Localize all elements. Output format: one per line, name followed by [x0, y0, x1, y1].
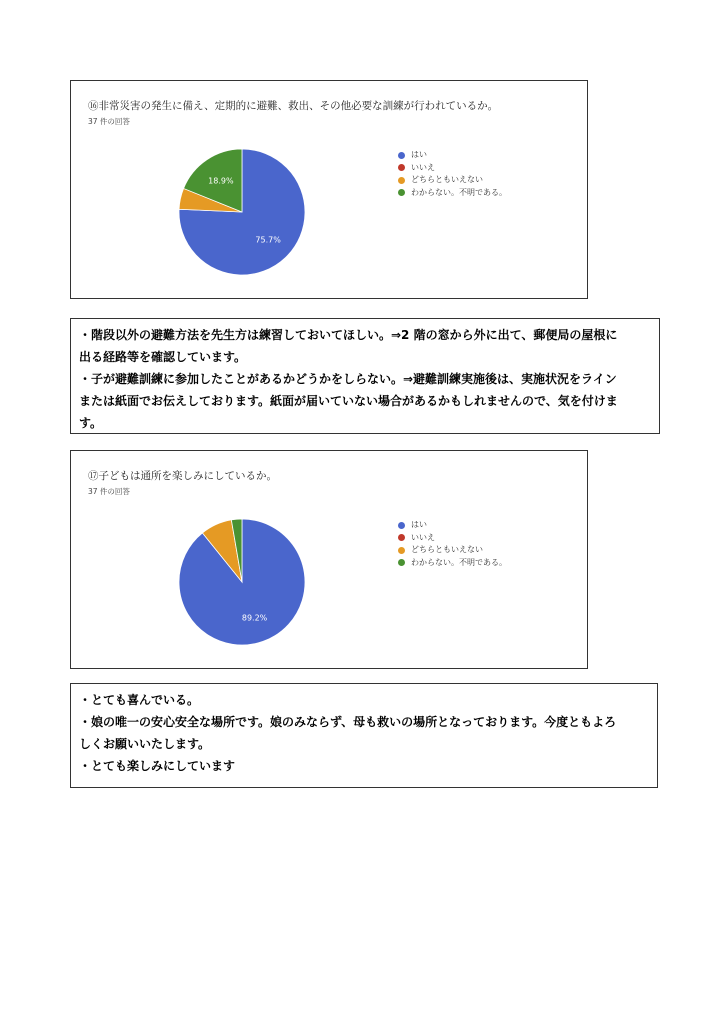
- legend-label: はい: [411, 520, 427, 529]
- comments-box-q17: [70, 683, 658, 788]
- response-count-q17: 37 件の回答: [88, 487, 130, 496]
- legend-dot-yes: [398, 522, 405, 529]
- legend-label: どちらともいえない: [411, 545, 483, 554]
- legend-item-yes: [398, 519, 507, 532]
- pie-chart-q17: [71, 451, 589, 670]
- legend-item-unknown: [398, 187, 507, 200]
- comment-line: ・子が避難訓練に参加したことがあるかどうかをしらない。⇒避難訓練実施後は、実施状況をライン: [79, 372, 617, 386]
- legend-dot-neutral: [398, 547, 405, 554]
- chart-card-q16: [70, 80, 588, 299]
- legend-item-unknown: [398, 557, 507, 570]
- chart-title-q17: ⑰子どもは通所を楽しみにしているか。: [88, 470, 277, 482]
- legend-item-neutral: [398, 544, 507, 557]
- response-count-q16: 37 件の回答: [88, 117, 130, 126]
- slice-data-label: 75.7%: [255, 235, 281, 245]
- legend-item-neutral: [398, 174, 507, 187]
- comment-line: ・とても喜んでいる。: [79, 693, 200, 707]
- legend-label: いいえ: [411, 162, 435, 172]
- legend-label: わからない。不明である。: [411, 187, 507, 197]
- comments-box-q16: [70, 318, 660, 434]
- comment-line: 出る経路等を確認しています。: [79, 350, 247, 364]
- legend-item-no: [398, 162, 507, 175]
- legend-dot-unknown: [398, 189, 405, 196]
- chart-card-q17: [70, 450, 588, 669]
- comment-line: す。: [79, 416, 103, 430]
- legend-dot-neutral: [398, 177, 405, 184]
- comment-line: ・とても楽しみにしています: [79, 759, 236, 773]
- comment-line: または紙面でお伝えしております。紙面が届いていない場合があるかもしれませんので、気を付けま: [79, 394, 618, 408]
- legend-item-no: [398, 532, 507, 545]
- comment-line: しくお願いいたします。: [79, 737, 211, 751]
- legend-label: いいえ: [411, 532, 435, 542]
- pie-chart-q16: [71, 81, 589, 300]
- slice-data-label: 89.2%: [241, 613, 268, 623]
- legend-q16: [398, 149, 507, 199]
- legend-label: わからない。不明である。: [411, 557, 507, 567]
- legend-dot-no: [398, 164, 405, 171]
- chart-title-q16: ⑯非常災害の発生に備え、定期的に避難、救出、その他必要な訓練が行われているか。: [88, 100, 499, 112]
- legend-label: はい: [411, 150, 427, 159]
- legend-item-yes: [398, 149, 507, 162]
- legend-label: どちらともいえない: [411, 175, 483, 184]
- legend-q17: [398, 519, 507, 569]
- legend-dot-no: [398, 534, 405, 541]
- comment-line: ・娘の唯一の安心安全な場所です。娘のみならず、母も救いの場所となっております。今度ともよろ: [79, 715, 617, 729]
- slice-data-label: 18.9%: [208, 176, 234, 186]
- comment-line: ・階段以外の避難方法を先生方は練習しておいてほしい。⇒2 階の窓から外に出て、郵便局の屋根に: [79, 328, 618, 342]
- legend-dot-unknown: [398, 559, 405, 566]
- legend-dot-yes: [398, 152, 405, 159]
